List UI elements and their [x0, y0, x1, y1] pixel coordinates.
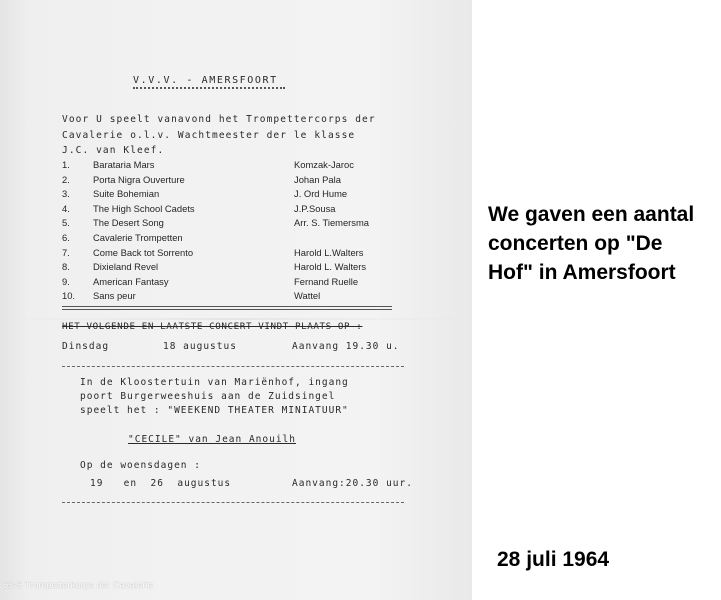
- program-composer: J. Ord Hume: [294, 188, 348, 200]
- program-number: 5.: [62, 217, 70, 229]
- theater-line-2: poort Burgerweeshuis aan de Zuidsingel: [80, 391, 336, 402]
- program-number: 8.: [62, 261, 70, 273]
- program-title: Come Back tot Sorrento: [93, 246, 194, 258]
- header-underline: [133, 87, 285, 89]
- program-title: American Fantasy: [93, 275, 169, 287]
- next-concert-heading: HET VOLGENDE EN LAATSTE CONCERT VINDT PLAATS OP :: [62, 321, 363, 332]
- program-number: 2.: [62, 173, 70, 185]
- program-composer: Arr. S. Tiemersma: [294, 217, 370, 229]
- program-number: 9.: [62, 275, 70, 287]
- divider-line: [62, 366, 404, 367]
- program-number: 4.: [62, 202, 70, 214]
- program-composer: Komzak-Jaroc: [294, 159, 354, 170]
- photo-caption: 63-6 Trompetterkorps der Cavalerie: [3, 580, 153, 591]
- program-composer: Harold L.Walters: [294, 246, 364, 258]
- divider-line: [62, 309, 392, 310]
- document-header: V.V.V. - AMERSFOORT: [133, 75, 278, 86]
- program-title: Barataria Mars: [93, 159, 155, 170]
- program-title: Sans peur: [93, 290, 136, 302]
- program-title: The Desert Song: [93, 217, 164, 229]
- program-number: 1.: [62, 159, 70, 170]
- program-title: Porta Nigra Ouverture: [93, 173, 185, 185]
- program-title: Suite Bohemian: [93, 188, 160, 200]
- side-note: We gaven een aantal concerten op "De Hof" in Amersfoort: [488, 203, 695, 284]
- next-concert-date: 18 augustus: [163, 341, 237, 352]
- program-number: 7.: [62, 246, 70, 258]
- intro-line-1: Voor U speelt vanavond het Trompettercorps der: [62, 114, 376, 125]
- next-concert-time: Aanvang 19.30 u.: [292, 341, 400, 352]
- intro-line-3: J.C. van Kleef.: [62, 145, 165, 156]
- theater-line-1: In de Kloostertuin van Mariënhof, ingang: [80, 377, 349, 388]
- intro-line-2: Cavalerie o.l.v. Wachtmeester der le klasse: [62, 130, 356, 141]
- next-concert-day: Dinsdag: [62, 341, 110, 352]
- program-composer: Wattel: [294, 290, 321, 302]
- program-composer: Harold L. Walters: [294, 261, 367, 273]
- program-number: 6.: [62, 232, 70, 243]
- program-title: Cavalerie Trompetten: [93, 232, 183, 243]
- program-composer: Johan Pala: [294, 173, 341, 185]
- program-number: 3.: [62, 188, 70, 200]
- divider-line: [62, 306, 392, 307]
- divider-line: [62, 502, 404, 503]
- wednesdays-label: Op de woensdagen :: [80, 460, 201, 471]
- date-label: 28 juli 1964: [497, 548, 610, 571]
- program-number: 10.: [62, 290, 76, 302]
- program-title: The High School Cadets: [93, 202, 195, 214]
- program-composer: J.P.Sousa: [294, 202, 336, 214]
- program-title: Dixieland Revel: [93, 261, 159, 273]
- theater-line-3: speelt het : "WEEKEND THEATER MINIATUUR": [80, 405, 349, 416]
- play-title: "CECILE" van Jean Anouilh: [128, 434, 296, 445]
- wednesdays-dates: 19 en 26 augustus: [90, 478, 232, 489]
- program-composer: Fernand Ruelle: [294, 275, 359, 287]
- wednesdays-time: Aanvang:20.30 uur.: [292, 478, 413, 489]
